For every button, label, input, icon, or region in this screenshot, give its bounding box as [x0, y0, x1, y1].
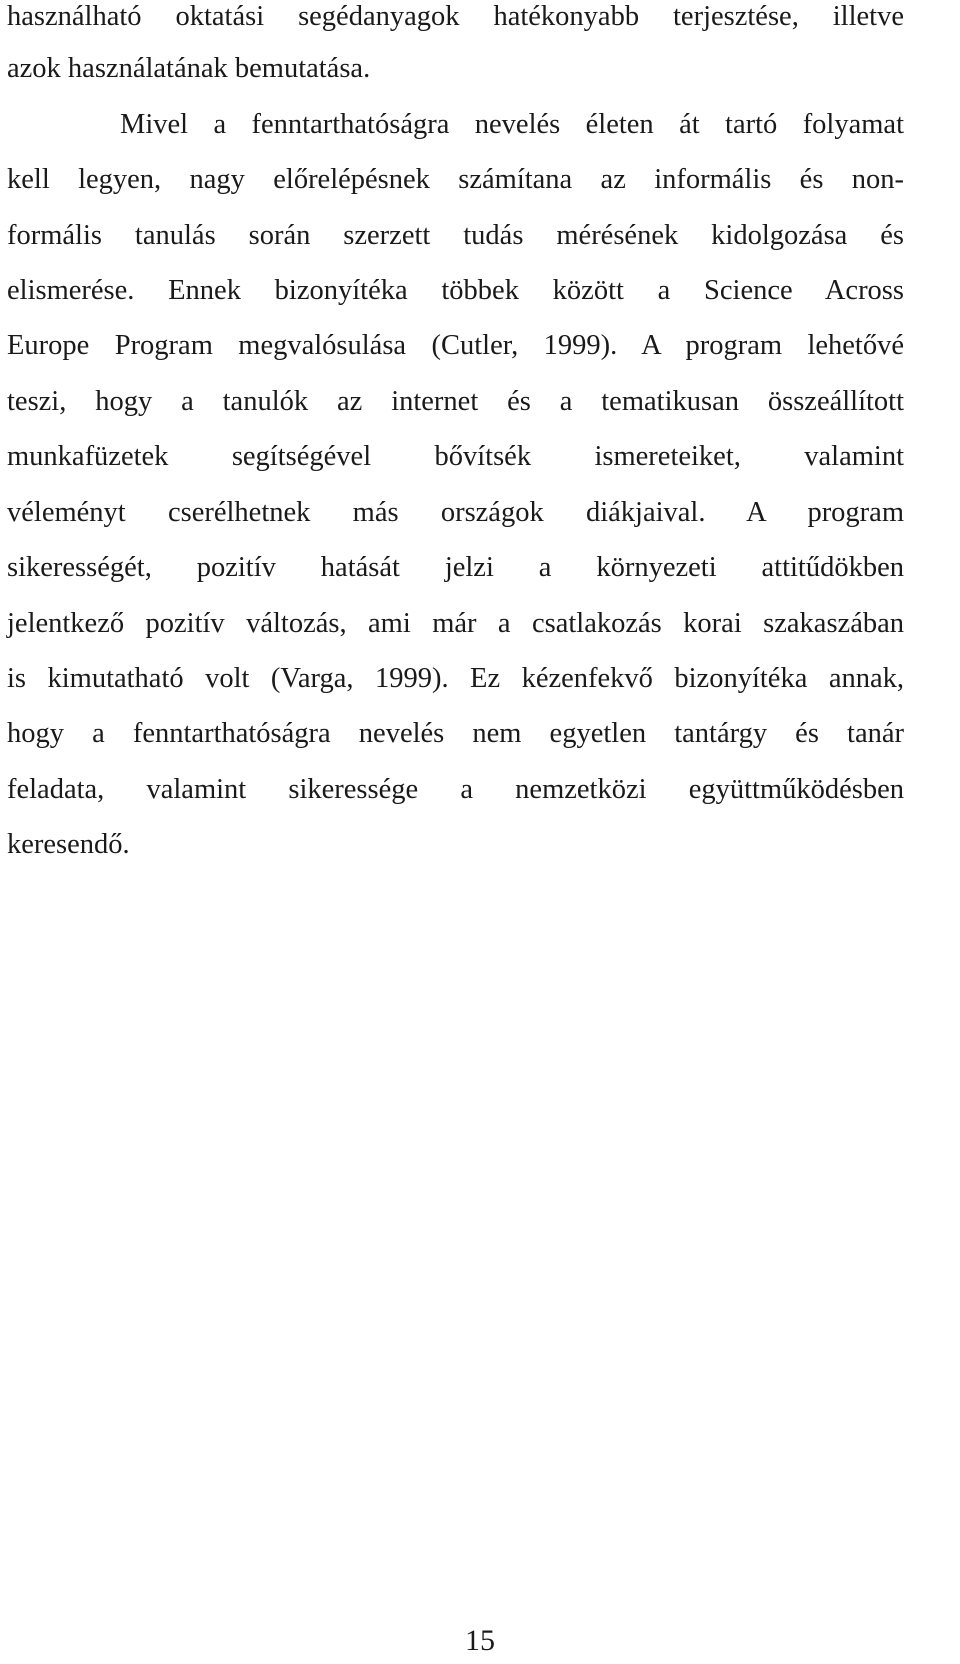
- body-text-line: Mivel a fenntarthatóságra nevelés életen át tartó folyamat: [120, 109, 904, 140]
- body-text-line: sikerességét, pozitív hatását jelzi a környezeti attitűdökben: [7, 552, 904, 583]
- body-text-line: keresendő.: [7, 829, 130, 860]
- page-number: 15: [465, 1624, 495, 1657]
- body-text-line: formális tanulás során szerzett tudás mérésének kidolgozása és: [7, 220, 904, 251]
- body-text-line: használható oktatási segédanyagok hatékonyabb terjesztése, illetve: [7, 1, 904, 32]
- body-text-line: is kimutatható volt (Varga, 1999). Ez kézenfekvő bizonyítéka annak,: [7, 663, 904, 694]
- body-text-line: elismerése. Ennek bizonyítéka többek között a Science Across: [7, 275, 904, 306]
- body-text-line: Europe Program megvalósulása (Cutler, 1999). A program lehetővé: [7, 330, 904, 361]
- body-text-line: jelentkező pozitív változás, ami már a csatlakozás korai szakaszában: [7, 608, 904, 639]
- body-text-line: hogy a fenntarthatóságra nevelés nem egyetlen tantárgy és tanár: [7, 718, 904, 749]
- body-text-line: véleményt cserélhetnek más országok diákjaival. A program: [7, 497, 904, 528]
- body-text-line: azok használatának bemutatása.: [7, 53, 371, 84]
- body-text-line: munkafüzetek segítségével bővítsék ismereteiket, valamint: [7, 441, 904, 472]
- body-text-line: feladata, valamint sikeressége a nemzetközi együttműködésben: [7, 774, 904, 805]
- body-text-line: kell legyen, nagy előrelépésnek számítana az informális és non-: [7, 164, 904, 195]
- body-text-line: teszi, hogy a tanulók az internet és a tematikusan összeállított: [7, 386, 904, 417]
